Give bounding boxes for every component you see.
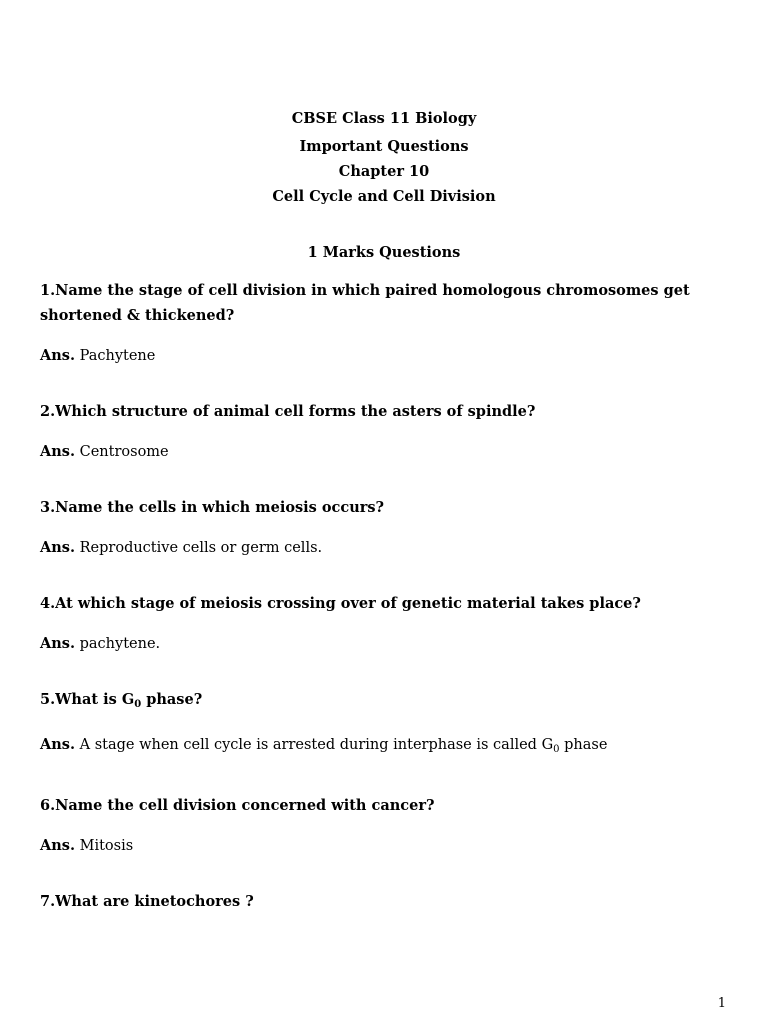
document-subtitle: Important Questions (299, 138, 469, 155)
answer-text (80, 737, 608, 753)
chapter-title: Cell Cycle and Cell Division (272, 188, 496, 205)
document-title: CBSE Class 11 Biology (291, 110, 477, 127)
answer-3 (40, 535, 730, 561)
answer-text-part: A stage when cell cycle is arrested during interphase is called G (79, 737, 554, 753)
question-4: 4.At which stage of meiosis crossing over of genetic material takes place? (40, 595, 641, 612)
answer-4 (40, 631, 730, 657)
question-text: phase? (141, 691, 203, 708)
subscript: 0 (134, 699, 142, 710)
section-heading: 1 Marks Questions (307, 244, 461, 261)
question-text: 5.What is G (40, 691, 135, 708)
answer-1 (40, 343, 730, 369)
question-3: 3.Name the cells in which meiosis occurs? (40, 499, 385, 516)
answer-label: Ans. (40, 443, 76, 460)
answer-text: Mitosis (79, 838, 134, 854)
question-6: 6.Name the cell division concerned with cancer? (40, 797, 435, 814)
subscript: 0 (553, 744, 560, 755)
question-1: 1.Name the stage of cell division in which paired homologous chromosomes get shortened & thickened? (40, 282, 690, 324)
answer-6 (40, 833, 730, 859)
answer-text-part: phase (559, 737, 608, 753)
answer-text: pachytene. (79, 636, 161, 652)
question-5 (40, 687, 730, 712)
answer-2 (40, 439, 730, 465)
answer-label: Ans. (40, 347, 76, 364)
page-number: 1 (717, 996, 726, 1011)
question-7: 7.What are kinetochores ? (40, 893, 254, 910)
answer-text: Reproductive cells or germ cells. (79, 540, 323, 556)
answer-label: Ans. (40, 837, 76, 854)
answer-5 (40, 732, 730, 758)
answer-label: Ans. (40, 635, 76, 652)
answer-text: Centrosome (79, 444, 169, 460)
answer-label: Ans. (40, 736, 76, 753)
chapter-number: Chapter 10 (338, 163, 430, 180)
answer-text: Pachytene (79, 348, 156, 364)
question-2: 2.Which structure of animal cell forms the asters of spindle? (40, 403, 536, 420)
answer-label: Ans. (40, 539, 76, 556)
